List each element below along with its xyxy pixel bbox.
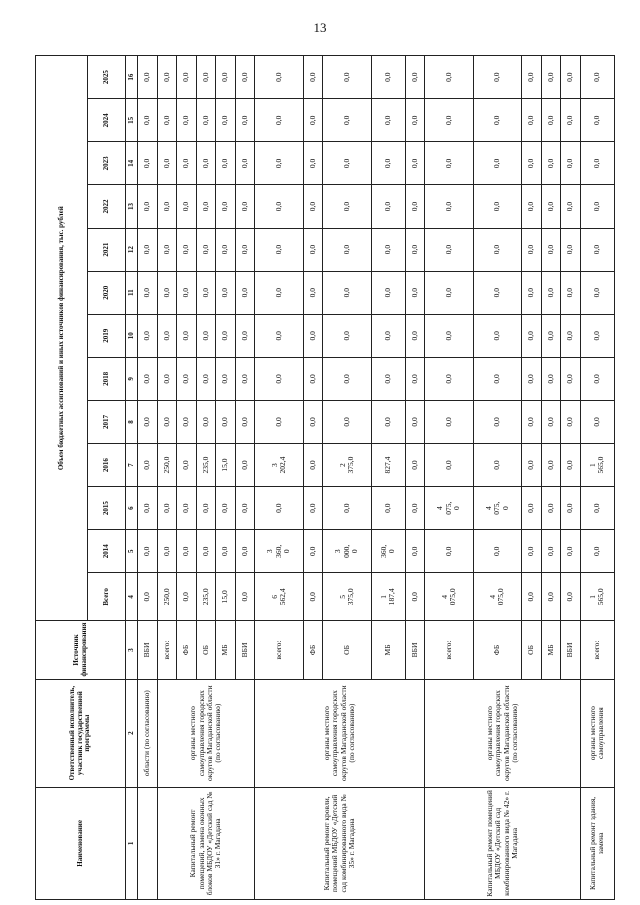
funding-value: 0,0 [323, 142, 371, 185]
header-column-index: 8 [126, 400, 138, 443]
funding-source: ВБИ [405, 621, 425, 679]
header-column-index: 3 [126, 621, 138, 679]
funding-value: 0,0 [303, 56, 323, 99]
funding-value: 0,0 [580, 357, 614, 400]
funding-value: 0,0 [405, 357, 425, 400]
funding-source: всего: [580, 621, 614, 679]
funding-value: 3 000, 0 [323, 530, 371, 573]
funding-value: 0,0 [235, 530, 255, 573]
funding-value: 0,0 [255, 400, 303, 443]
funding-value: 0,0 [561, 271, 581, 314]
funding-value: 0,0 [235, 357, 255, 400]
funding-source: ОБ [196, 621, 216, 679]
funding-value: 0,0 [371, 400, 405, 443]
funding-value: 0,0 [561, 444, 581, 487]
funding-value: 0,0 [522, 228, 542, 271]
funding-value: 0,0 [323, 400, 371, 443]
funding-source: ФБ [303, 621, 323, 679]
funding-value: 0,0 [255, 357, 303, 400]
header-column-index: 4 [126, 573, 138, 621]
funding-value: 1 565,0 [580, 444, 614, 487]
table-row [157, 56, 177, 900]
funding-value: 0,0 [303, 400, 323, 443]
funding-value: 0,0 [196, 228, 216, 271]
funding-value: 0,0 [405, 487, 425, 530]
budget-table [35, 55, 615, 900]
header-column-index: 12 [126, 228, 138, 271]
funding-value: 0,0 [323, 357, 371, 400]
funding-value: 0,0 [138, 56, 158, 99]
funding-value: 0,0 [371, 271, 405, 314]
funding-value: 0,0 [177, 142, 197, 185]
funding-value: 0,0 [541, 573, 561, 621]
funding-value: 0,0 [371, 56, 405, 99]
funding-value: 0,0 [138, 271, 158, 314]
funding-value: 0,0 [235, 487, 255, 530]
header-year: 2016 [88, 444, 126, 487]
funding-value: 0,0 [177, 228, 197, 271]
funding-value: 0,0 [561, 573, 581, 621]
funding-value: 6 562,4 [255, 573, 303, 621]
funding-value: 0,0 [580, 487, 614, 530]
funding-value: 0,0 [522, 530, 542, 573]
funding-value: 0,0 [425, 444, 473, 487]
header-column-index: 14 [126, 142, 138, 185]
funding-value: 0,0 [235, 185, 255, 228]
funding-value: 0,0 [303, 99, 323, 142]
funding-value: 0,0 [303, 573, 323, 621]
funding-value: 3 202,4 [255, 444, 303, 487]
funding-source: МБ [541, 621, 561, 679]
measure-name [138, 787, 158, 899]
funding-value: 0,0 [405, 142, 425, 185]
rotated-table-container [35, 55, 615, 900]
funding-value: 0,0 [473, 314, 521, 357]
funding-value: 0,0 [303, 271, 323, 314]
funding-value: 0,0 [196, 400, 216, 443]
funding-value: 0,0 [561, 99, 581, 142]
funding-source: ВБИ [138, 621, 158, 679]
header-year: 2024 [88, 99, 126, 142]
funding-value: 0,0 [371, 185, 405, 228]
funding-value: 0,0 [177, 56, 197, 99]
funding-value: 0,0 [157, 400, 177, 443]
funding-value: 0,0 [196, 56, 216, 99]
funding-value: 0,0 [541, 444, 561, 487]
funding-value: 4 075, 0 [473, 487, 521, 530]
funding-value: 0,0 [323, 487, 371, 530]
funding-value: 0,0 [138, 487, 158, 530]
funding-value: 0,0 [580, 400, 614, 443]
funding-value: 15,0 [216, 444, 236, 487]
funding-value: 0,0 [255, 228, 303, 271]
funding-value: 0,0 [522, 314, 542, 357]
funding-value: 0,0 [541, 228, 561, 271]
funding-value: 0,0 [138, 228, 158, 271]
funding-value: 0,0 [541, 185, 561, 228]
funding-value: 0,0 [157, 56, 177, 99]
funding-value: 0,0 [473, 271, 521, 314]
funding-value: 0,0 [216, 400, 236, 443]
funding-value: 0,0 [235, 573, 255, 621]
funding-value: 0,0 [138, 444, 158, 487]
funding-value: 0,0 [157, 142, 177, 185]
funding-value: 0,0 [196, 271, 216, 314]
funding-value: 0,0 [303, 314, 323, 357]
funding-value: 0,0 [323, 99, 371, 142]
funding-value: 0,0 [425, 271, 473, 314]
table-row [425, 56, 473, 900]
funding-value: 0,0 [425, 185, 473, 228]
measure-name: Капитальный ремонт здания, замена [580, 787, 614, 899]
funding-source: ОБ [522, 621, 542, 679]
funding-value: 0,0 [216, 228, 236, 271]
funding-value: 4 075, 0 [425, 487, 473, 530]
funding-value: 0,0 [561, 357, 581, 400]
funding-value: 0,0 [196, 142, 216, 185]
funding-source: всего: [157, 621, 177, 679]
header-year: 2020 [88, 271, 126, 314]
funding-value: 0,0 [138, 400, 158, 443]
funding-value: 0,0 [561, 400, 581, 443]
funding-value: 0,0 [196, 357, 216, 400]
header-year: 2014 [88, 530, 126, 573]
funding-value: 0,0 [561, 56, 581, 99]
funding-value: 0,0 [323, 185, 371, 228]
header-funding: Объем бюджетных ассигнований и иных источников финансирования, тыс. рублей [36, 56, 88, 621]
funding-value: 0,0 [216, 99, 236, 142]
table-body [138, 56, 615, 900]
page-number: 13 [313, 20, 327, 35]
header-year: 2015 [88, 487, 126, 530]
table-row [255, 56, 303, 900]
funding-value: 0,0 [303, 487, 323, 530]
funding-value: 4 075,0 [425, 573, 473, 621]
header-year: 2018 [88, 357, 126, 400]
funding-value: 0,0 [177, 530, 197, 573]
funding-value: 0,0 [303, 185, 323, 228]
funding-value: 0,0 [522, 487, 542, 530]
funding-value: 0,0 [157, 185, 177, 228]
funding-value: 0,0 [196, 185, 216, 228]
funding-source: МБ [371, 621, 405, 679]
funding-value: 0,0 [323, 271, 371, 314]
funding-value: 0,0 [303, 357, 323, 400]
funding-value: 0,0 [157, 228, 177, 271]
funding-value: 0,0 [371, 228, 405, 271]
header-column-index: 11 [126, 271, 138, 314]
funding-value: 0,0 [138, 314, 158, 357]
funding-value: 0,0 [138, 99, 158, 142]
funding-value: 0,0 [580, 185, 614, 228]
funding-value: 0,0 [323, 228, 371, 271]
funding-value: 0,0 [473, 530, 521, 573]
funding-value: 0,0 [541, 56, 561, 99]
funding-value: 0,0 [235, 56, 255, 99]
funding-value: 0,0 [177, 185, 197, 228]
funding-value: 0,0 [561, 185, 581, 228]
funding-value: 0,0 [255, 314, 303, 357]
header-column-index: 16 [126, 56, 138, 99]
funding-source: ВБИ [561, 621, 581, 679]
funding-value: 0,0 [177, 444, 197, 487]
header-column-index: 2 [126, 679, 138, 787]
funding-value: 0,0 [157, 487, 177, 530]
funding-value: 0,0 [216, 271, 236, 314]
funding-value: 0,0 [138, 185, 158, 228]
funding-value: 0,0 [255, 271, 303, 314]
funding-value: 0,0 [580, 99, 614, 142]
funding-value: 0,0 [177, 271, 197, 314]
funding-value: 0,0 [216, 56, 236, 99]
header-column-index: 13 [126, 185, 138, 228]
funding-value: 0,0 [522, 271, 542, 314]
funding-value: 0,0 [580, 530, 614, 573]
funding-value: 0,0 [371, 142, 405, 185]
funding-value: 0,0 [425, 357, 473, 400]
funding-value: 0,0 [371, 99, 405, 142]
header-column-index: 9 [126, 357, 138, 400]
funding-value: 2 375,0 [323, 444, 371, 487]
measure-name: Капитальный ремонт кровли, помещений МБДОУ «Детский сад комбинированного вида № 35» г. Магадана [255, 787, 425, 899]
header-name: Наименование [36, 787, 126, 899]
header-column-index: 1 [126, 787, 138, 899]
header-year: 2021 [88, 228, 126, 271]
funding-value: 0,0 [405, 271, 425, 314]
funding-value: 0,0 [177, 357, 197, 400]
funding-value: 0,0 [561, 314, 581, 357]
funding-value: 0,0 [196, 530, 216, 573]
funding-value: 0,0 [561, 142, 581, 185]
funding-value: 0,0 [473, 444, 521, 487]
funding-value: 0,0 [473, 142, 521, 185]
funding-value: 0,0 [255, 56, 303, 99]
funding-value: 0,0 [303, 228, 323, 271]
funding-source: ОБ [323, 621, 371, 679]
funding-value: 0,0 [177, 400, 197, 443]
header-total: Всего [88, 573, 126, 621]
funding-value: 0,0 [405, 228, 425, 271]
funding-value: 0,0 [473, 56, 521, 99]
funding-value: 0,0 [235, 400, 255, 443]
table-row [580, 56, 614, 900]
funding-value: 0,0 [522, 444, 542, 487]
funding-value: 0,0 [216, 530, 236, 573]
funding-value: 0,0 [157, 530, 177, 573]
funding-value: 0,0 [580, 228, 614, 271]
funding-value: 0,0 [473, 228, 521, 271]
funding-value: 235,0 [196, 444, 216, 487]
funding-value: 0,0 [177, 487, 197, 530]
funding-value: 0,0 [177, 573, 197, 621]
funding-value: 0,0 [580, 142, 614, 185]
funding-value: 0,0 [235, 142, 255, 185]
funding-value: 0,0 [561, 487, 581, 530]
responsible-executor: органы местного самоуправления городских округов Магаданской области (по согласованию) [425, 679, 581, 787]
funding-value: 0,0 [371, 487, 405, 530]
funding-value: 0,0 [405, 99, 425, 142]
funding-value: 0,0 [541, 142, 561, 185]
funding-value: 0,0 [473, 400, 521, 443]
header-year: 2022 [88, 185, 126, 228]
funding-value: 0,0 [425, 56, 473, 99]
funding-value: 0,0 [425, 400, 473, 443]
funding-source: ВБИ [235, 621, 255, 679]
header-column-index: 5 [126, 530, 138, 573]
funding-value: 235,0 [196, 573, 216, 621]
funding-value: 250,0 [157, 444, 177, 487]
measure-name: Капитальный ремонт помещений, замена оконных блоков МБДОУ «Детский сад № 31» г. Магадана [157, 787, 255, 899]
funding-value: 0,0 [580, 271, 614, 314]
funding-value: 0,0 [425, 314, 473, 357]
funding-value: 250,0 [157, 573, 177, 621]
funding-value: 0,0 [216, 142, 236, 185]
funding-value: 0,0 [541, 530, 561, 573]
funding-value: 0,0 [371, 314, 405, 357]
header-year: 2023 [88, 142, 126, 185]
funding-value: 0,0 [303, 530, 323, 573]
funding-value: 1 187,4 [371, 573, 405, 621]
funding-value: 0,0 [541, 271, 561, 314]
funding-value: 0,0 [541, 99, 561, 142]
funding-source: ФБ [473, 621, 521, 679]
funding-value: 0,0 [255, 487, 303, 530]
funding-value: 0,0 [303, 142, 323, 185]
funding-value: 0,0 [235, 444, 255, 487]
funding-value: 0,0 [522, 99, 542, 142]
funding-value: 0,0 [522, 142, 542, 185]
funding-value: 0,0 [235, 99, 255, 142]
funding-value: 0,0 [405, 573, 425, 621]
funding-value: 0,0 [405, 185, 425, 228]
funding-value: 4 075,0 [473, 573, 521, 621]
funding-value: 0,0 [405, 530, 425, 573]
funding-value: 0,0 [522, 56, 542, 99]
header-column-index: 15 [126, 99, 138, 142]
funding-value: 0,0 [177, 314, 197, 357]
funding-value: 0,0 [580, 56, 614, 99]
table-row [138, 56, 158, 900]
funding-value: 0,0 [138, 530, 158, 573]
funding-value: 0,0 [216, 314, 236, 357]
header-source: Источник финансирования [36, 621, 126, 679]
funding-source: ФБ [177, 621, 197, 679]
funding-value: 0,0 [235, 314, 255, 357]
funding-value: 0,0 [157, 99, 177, 142]
funding-value: 0,0 [138, 357, 158, 400]
funding-value: 1 565,0 [580, 573, 614, 621]
funding-value: 0,0 [138, 142, 158, 185]
funding-value: 0,0 [235, 271, 255, 314]
funding-value: 0,0 [323, 56, 371, 99]
funding-value: 0,0 [405, 314, 425, 357]
funding-value: 0,0 [541, 400, 561, 443]
funding-value: 0,0 [522, 357, 542, 400]
header-year: 2019 [88, 314, 126, 357]
funding-value: 0,0 [425, 99, 473, 142]
funding-value: 0,0 [522, 400, 542, 443]
funding-value: 15,0 [216, 573, 236, 621]
funding-value: 0,0 [216, 185, 236, 228]
funding-value: 0,0 [216, 487, 236, 530]
header-column-index: 6 [126, 487, 138, 530]
funding-value: 0,0 [255, 142, 303, 185]
funding-value: 0,0 [405, 56, 425, 99]
funding-value: 0,0 [522, 573, 542, 621]
funding-value: 0,0 [157, 357, 177, 400]
funding-value: 0,0 [541, 487, 561, 530]
funding-value: 0,0 [473, 357, 521, 400]
funding-value: 827,4 [371, 444, 405, 487]
funding-value: 0,0 [255, 185, 303, 228]
funding-source: всего: [255, 621, 303, 679]
responsible-executor: области (по согласованию) [138, 679, 158, 787]
funding-value: 0,0 [561, 228, 581, 271]
funding-value: 0,0 [216, 357, 236, 400]
header-column-index: 7 [126, 444, 138, 487]
table-header [36, 56, 138, 900]
funding-value: 0,0 [196, 487, 216, 530]
funding-value: 0,0 [177, 99, 197, 142]
funding-value: 0,0 [138, 573, 158, 621]
funding-value: 0,0 [157, 314, 177, 357]
funding-source: всего: [425, 621, 473, 679]
funding-value: 0,0 [473, 99, 521, 142]
funding-value: 0,0 [157, 271, 177, 314]
funding-value: 0,0 [303, 444, 323, 487]
header-year: 2025 [88, 56, 126, 99]
funding-value: 0,0 [561, 530, 581, 573]
header-responsible: Ответственный исполнитель, участник государственной программы [36, 679, 126, 787]
funding-value: 360, 0 [371, 530, 405, 573]
funding-value: 0,0 [425, 228, 473, 271]
measure-name: Капитальный ремонт помещений МБДОУ «Детский сад комбинированного вида № 42» г. Магадана [425, 787, 581, 899]
funding-value: 0,0 [425, 142, 473, 185]
responsible-executor: органы местного самоуправления городских округов Магаданской области (по согласованию) [255, 679, 425, 787]
header-year: 2017 [88, 400, 126, 443]
funding-value: 0,0 [255, 99, 303, 142]
funding-value: 0,0 [196, 314, 216, 357]
responsible-executor: органы местного самоуправления городских округов Магаданской области (по согласованию) [157, 679, 255, 787]
funding-value: 0,0 [425, 530, 473, 573]
funding-value: 3 360, 0 [255, 530, 303, 573]
funding-value: 0,0 [323, 314, 371, 357]
funding-value: 0,0 [196, 99, 216, 142]
funding-value: 0,0 [235, 228, 255, 271]
funding-source: МБ [216, 621, 236, 679]
responsible-executor: органы местного самоуправления [580, 679, 614, 787]
funding-value: 0,0 [371, 357, 405, 400]
funding-value: 5 375,0 [323, 573, 371, 621]
funding-value: 0,0 [541, 357, 561, 400]
funding-value: 0,0 [580, 314, 614, 357]
funding-value: 0,0 [405, 400, 425, 443]
funding-value: 0,0 [541, 314, 561, 357]
funding-value: 0,0 [473, 185, 521, 228]
header-column-index: 10 [126, 314, 138, 357]
funding-value: 0,0 [405, 444, 425, 487]
funding-value: 0,0 [522, 185, 542, 228]
